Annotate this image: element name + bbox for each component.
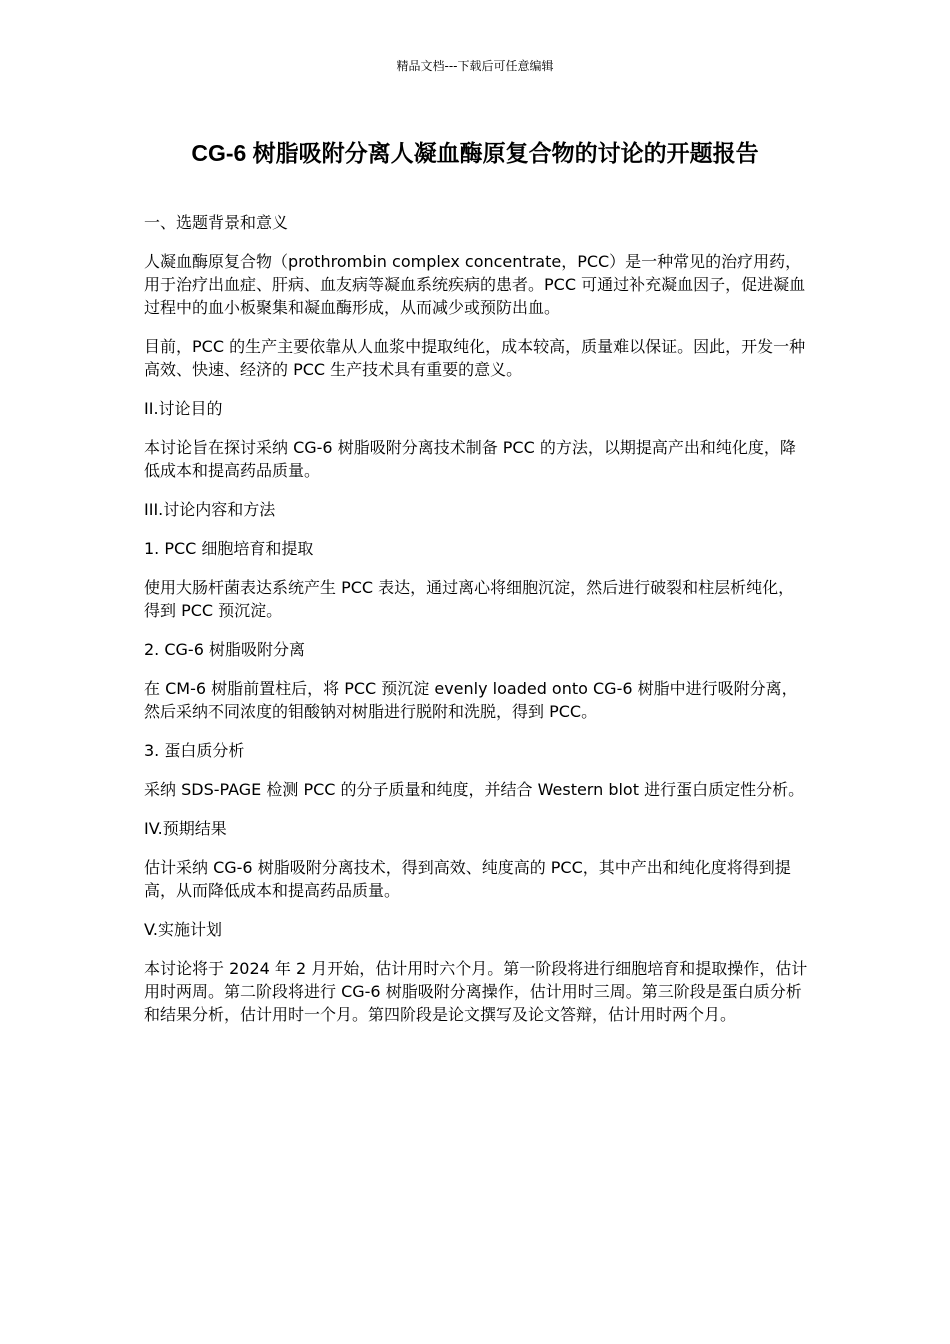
paragraph-pcc-intro: 人凝血酶原复合物（prothrombin complex concentrate，PCC）是一种常见的治疗用药，用于治疗出血症、肝病、血友病等凝血系统疾病的患者。PCC 可通过补充凝血因子，促进凝血过程中的血小板聚集和凝血酶形成，从而减少或预防出血。 <box>144 252 806 317</box>
paragraph-pcc-production: 目前，PCC 的生产主要依靠从人血浆中提取纯化，成本较高，质量难以保证。因此，开发一种高效、快速、经济的 PCC 生产技术具有重要的意义。 <box>144 337 806 379</box>
paragraph-purpose: 本讨论旨在探讨采纳 CG-6 树脂吸附分离技术制备 PCC 的方法，以期提高产出和纯化度，降低成本和提高药品质量。 <box>144 438 796 480</box>
section-heading-expected-results: IV.预期结果 <box>144 819 227 838</box>
page-header-note: 精品文档---下载后可任意编辑 <box>396 59 554 73</box>
paragraph-plan: 本讨论将于 2024 年 2 月开始，估计用时六个月。第一阶段将进行细胞培育和提取操作，估计用时两周。第二阶段将进行 CG-6 树脂吸附分离操作，估计用时三周。第三阶段是蛋白质分析和结果分析，估计用时一个月。第四阶段是论文撰写及论文答辩，估计用时两个月。 <box>144 959 808 1024</box>
subheading-cell-culture: 1. PCC 细胞培育和提取 <box>144 539 314 558</box>
subheading-protein-analysis: 3. 蛋白质分析 <box>144 741 245 760</box>
paragraph-resin-separation: 在 CM-6 树脂前置柱后，将 PCC 预沉淀 evenly loaded onto CG-6 树脂中进行吸附分离，然后采纳不同浓度的钼酸钠对树脂进行脱附和洗脱，得到 PCC。 <box>144 679 798 721</box>
subheading-resin-separation: 2. CG-6 树脂吸附分离 <box>144 640 305 659</box>
section-heading-purpose: II.讨论目的 <box>144 399 223 418</box>
section-heading-background: 一、选题背景和意义 <box>144 213 289 232</box>
section-heading-plan: V.实施计划 <box>144 920 222 939</box>
paragraph-protein-analysis: 采纳 SDS-PAGE 检测 PCC 的分子质量和纯度，并结合 Western blot 进行蛋白质定性分析。 <box>144 780 805 799</box>
paragraph-cell-culture: 使用大肠杆菌表达系统产生 PCC 表达，通过离心将细胞沉淀，然后进行破裂和柱层析纯化，得到 PCC 预沉淀。 <box>144 578 795 620</box>
document-title: CG-6 树脂吸附分离人凝血酶原复合物的讨论的开题报告 <box>191 140 759 166</box>
document-body <box>144 211 809 1042</box>
section-heading-methods: III.讨论内容和方法 <box>144 500 276 519</box>
paragraph-expected-results: 估计采纳 CG-6 树脂吸附分离技术，得到高效、纯度高的 PCC，其中产出和纯化度将得到提高，从而降低成本和提高药品质量。 <box>144 858 791 900</box>
